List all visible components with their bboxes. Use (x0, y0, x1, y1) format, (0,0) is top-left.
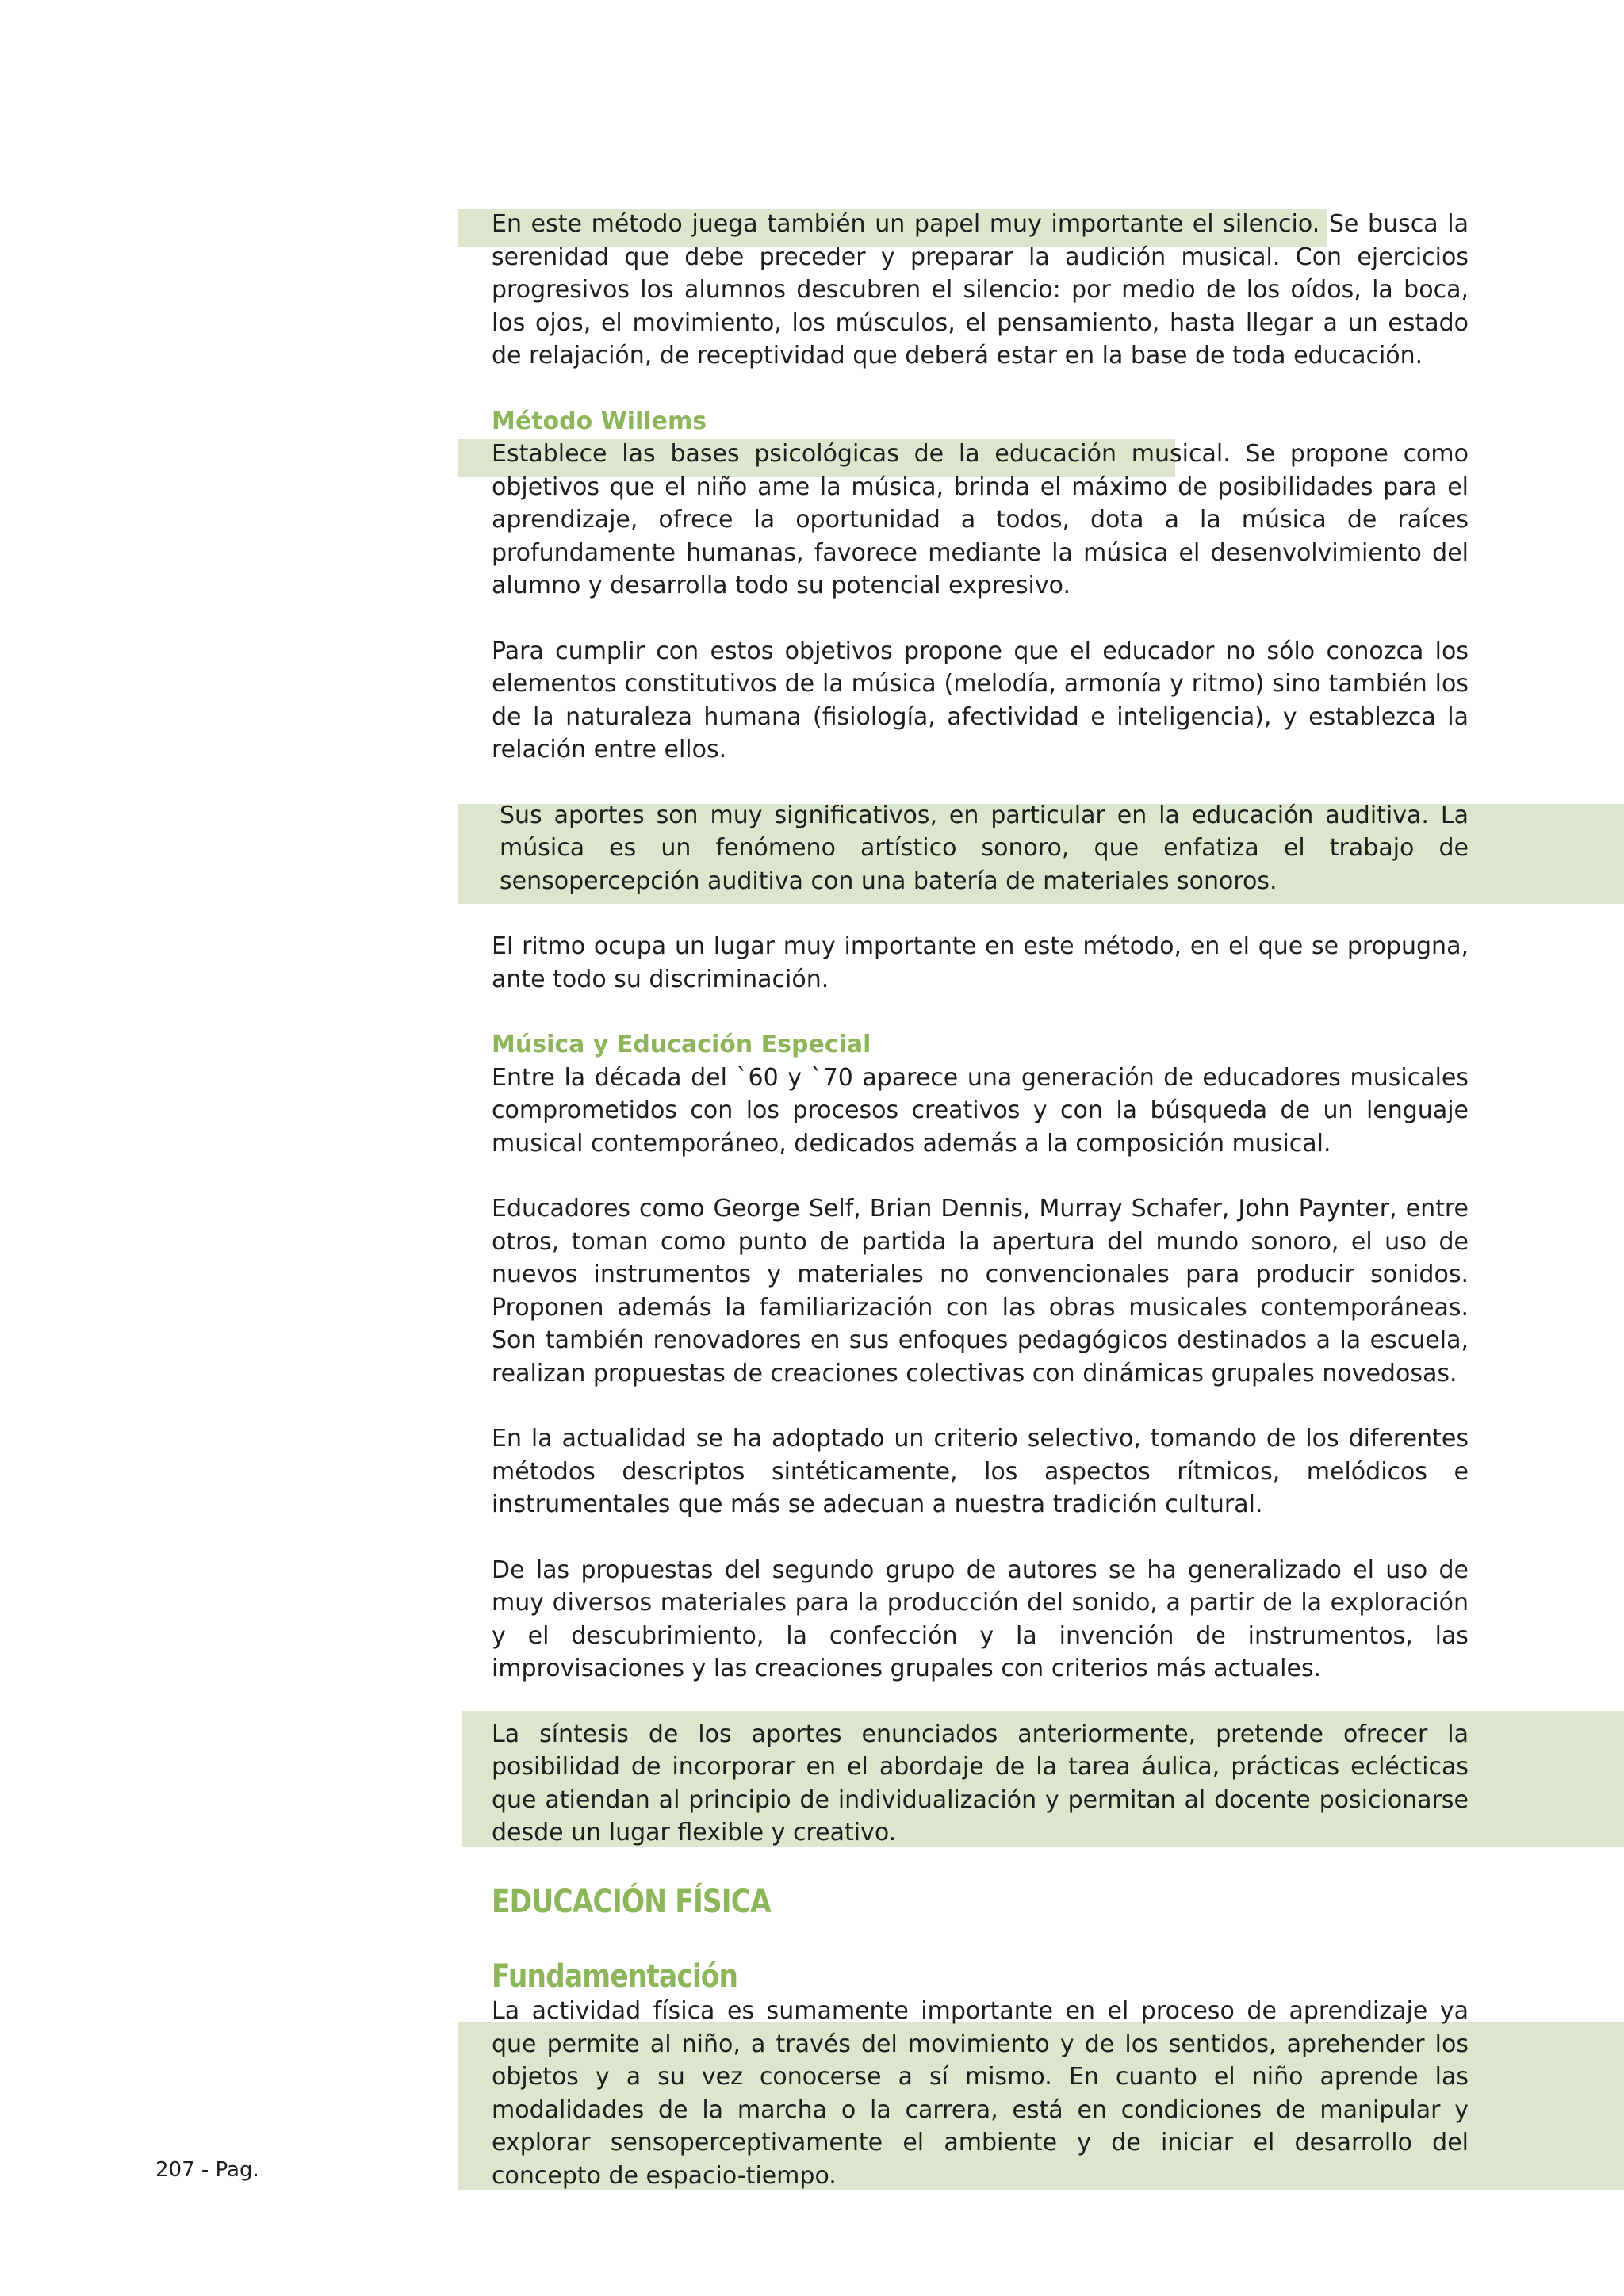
paragraph-aportes: Sus aportes son muy significativos, en particular en la educación auditiva. La música es un fenómeno artístico sonoro, que enfatiza el trabajo de sensopercepción auditiva con una batería de materiales sonoros. (500, 801, 1469, 895)
heading-metodo-willems: Método Willems (492, 407, 707, 435)
paragraph-educadores: Educadores como George Self, Brian Dennis, Murray Schafer, John Paynter, entre otros, toman como punto de partida la apertura del mundo sonoro, el uso de nuevos instrumentos y materiales no convencionales para producir sonidos. Proponen además la familiarización con las obras musicales contemporáneas. Son también renovadores en sus enfoques pedagógicos destinados a la escuela, realizan propuestas de creaciones colectivas con dinámicas grupales novedosas. (492, 1195, 1469, 1387)
heading-fundamentacion: Fundamentación (492, 1958, 738, 1995)
paragraph-sintesis: La síntesis de los aportes enunciados anteriormente, pretende ofrecer la posibilidad de incorporar en el abordaje de la tarea áulica, prácticas eclécticas que atiendan al principio de individualización y permitan al docente posicionarse desde un lugar flexible y creativo. (492, 1720, 1469, 1846)
paragraph-actualidad: En la actualidad se ha adoptado un criterio selectivo, tomando de los diferentes métodos descriptos sintéticamente, los aspectos rítmicos, melódicos e instrumentales que más se adecuan a nuestra tradición cultural. (492, 1425, 1469, 1518)
paragraph-actividad-fisica: La actividad física es sumamente importante en el proceso de aprendizaje ya que permite al niño, a través del movimiento y de los sentidos, aprehender los objetos y a su vez conocerse a sí mismo. En cuanto el niño aprende las modalidades de la marcha o la carrera, está en condiciones de manipular y explorar sensoperceptivamente el ambiente y de iniciar el desarrollo del concepto de espacio-tiempo. (492, 1997, 1469, 2190)
page-number: 207 - Pag. (155, 2158, 259, 2182)
heading-educacion-fisica: EDUCACIÓN FÍSICA (492, 1883, 771, 1920)
document-body (492, 208, 1469, 2192)
paragraph-willems-bases: Establece las bases psicológicas de la educación musical. Se propone como objetivos que el niño ame la música, brinda el máximo de posibilidades para el aprendizaje, ofrece la oportunidad a todos, dota a la música de raíces profundamente humanas, favorece mediante la música el desenvolvimiento del alumno y desarrolla todo su potencial expresivo. (492, 440, 1469, 599)
paragraph-silencio: En este método juega también un papel muy importante el silencio. Se busca la serenidad que debe preceder y preparar la audición musical. Con ejercicios progresivos los alumnos descubren el silencio: por medio de los oídos, la boca, los ojos, el movimiento, los músculos, el pensamiento, hasta llegar a un estado de relajación, de receptividad que deberá estar en la base de toda educación. (492, 210, 1469, 369)
paragraph-propuestas: De las propuestas del segundo grupo de autores se ha generalizado el uso de muy diversos materiales para la producción del sonido, a partir de la exploración y el descubrimiento, la confección y la invención de instrumentos, las improvisaciones y las creaciones grupales con criterios más actuales. (492, 1556, 1469, 1682)
paragraph-decada: Entre la década del `60 y `70 aparece una generación de educadores musicales comprometidos con los procesos creativos y con la búsqueda de un lenguaje musical contemporáneo, dedicados además a la composición musical. (492, 1063, 1469, 1158)
heading-musica-educacion-especial: Música y Educación Especial (492, 1031, 871, 1058)
paragraph-objetivos: Para cumplir con estos objetivos propone que el educador no sólo conozca los elementos constitutivos de la música (melodía, armonía y ritmo) sino también los de la naturaleza humana (fisiología, afectividad e inteligencia), y establezca la relación entre ellos. (492, 637, 1469, 763)
paragraph-ritmo: El ritmo ocupa un lugar muy importante en este método, en el que se propugna, ante todo su discriminación. (492, 932, 1469, 993)
